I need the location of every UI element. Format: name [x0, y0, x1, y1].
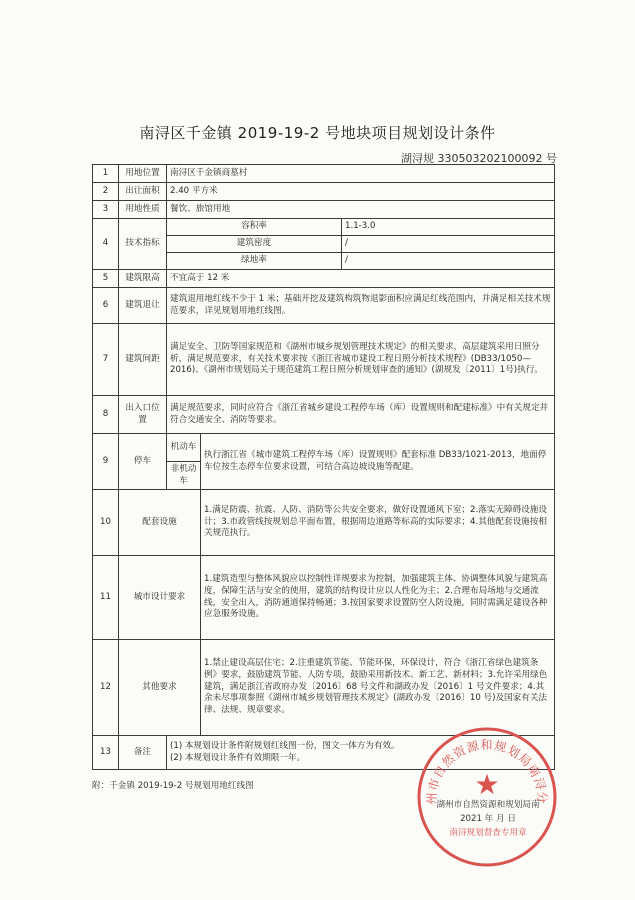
planning-conditions-table [92, 164, 555, 770]
seal-stamp-graphic [412, 722, 562, 872]
row-number: 13 [93, 736, 119, 770]
table-row [93, 201, 555, 219]
document-number: 湖浔规 330503202100092 号 [401, 152, 557, 165]
row-number: 6 [93, 288, 119, 324]
indicator-value: / [342, 236, 555, 253]
row-label: 出入口位置 [119, 396, 167, 434]
official-seal [412, 722, 562, 872]
row-content: 1.满足防震、抗震、人防、消防等公共安全要求，做好设置通风下室；2.落实无障碍设施设计；3.市政管线按规划总平面布置，根据周边道路等标高的实际要求；4.其他配套设施按相关规范执行。 [201, 490, 555, 556]
row-content: 1.禁止建设高层住宅；2.注重建筑节能、节能环保，环保设计，符合《浙江省绿色建筑条例》要求，鼓励建筑节能、人防专项，鼓励采用新技术、新工艺、新材料；3.允许采用绿色建筑，满足浙江省政府办发〔2016〕68 号文件和湖政办发〔2016〕1 号文件要求；4.其余未尽事项参照《湖州市城乡规划管理技术规定》(湖政办发〔2016〕10 号)及国家有关法律、法规、规章要求。 [201, 640, 555, 736]
row-label: 用地位置 [119, 165, 167, 183]
row-content: 建筑退用地红线不少于 1 米；基础开挖及建筑构筑物退影面积应满足红线范围内，并满足相关技术规范要求，详见规划用地红线图。 [167, 288, 555, 324]
seal-name-line: 南浔规划督查专用章 [449, 828, 527, 838]
star-icon: ★ [474, 768, 500, 801]
seal-arc-text: 州市自然资源和规划局南浔分 [424, 738, 550, 805]
row-number: 5 [93, 270, 119, 288]
indicator-name: 绿地率 [167, 253, 342, 270]
table-row [93, 183, 555, 201]
document-title: 南浔区千金镇 2019-19-2 号地块项目规划设计条件 [139, 124, 496, 142]
indicator-name: 容积率 [167, 219, 342, 236]
table-row [93, 434, 555, 462]
parking-type-motor: 机动车 [167, 434, 201, 462]
table-row [93, 270, 555, 288]
row-content: 2.40 平方米 [167, 183, 555, 201]
row-label: 其他要求 [119, 640, 201, 736]
row-number: 3 [93, 201, 119, 219]
row-label: 技术指标 [119, 219, 167, 270]
row-content: 满足安全、卫防等国家规范和《湖州市城乡规划管理技术规定》的相关要求，高层建筑采用日照分析，满足规范要求，有关技术要求按《浙江省城市建设工程日照分析技术规程》(DB33/1050—2016)、《湖州市规划局关于规范建筑工程日照分析规划审查的通知》(湖规发〔2011〕1号)执行。 [167, 324, 555, 396]
table-row [93, 396, 555, 434]
row-number: 2 [93, 183, 119, 201]
remark-line: (1) 本规划设计条件附规划红线图一份，图文一体方为有效。 [170, 740, 400, 751]
row-label: 建筑退让 [119, 288, 167, 324]
row-label: 出让面积 [119, 183, 167, 201]
table-row [93, 219, 555, 236]
table-row [93, 324, 555, 396]
attachment-note: 附：千金镇 2019-19-2 号规划用地红线图 [92, 781, 254, 791]
row-number: 7 [93, 324, 119, 396]
row-number: 11 [93, 556, 119, 640]
row-number: 1 [93, 165, 119, 183]
row-content: 满足规范要求，同时应符合《浙江省城乡建设工程停车场（库）设置规则和配建标准》中有关规定并符合交通安全、消防等要求。 [167, 396, 555, 434]
row-content: 执行浙江省《城市建筑工程停车场（库）设置规则》配套标准 DB33/1021-2013，地面停车位按生态停车位要求设置，可结合高边坡设施等配建。 [201, 434, 555, 490]
row-number: 9 [93, 434, 119, 490]
indicator-value: / [342, 253, 555, 270]
row-content: 不宜高于 12 米 [167, 270, 555, 288]
row-label: 用地性质 [119, 201, 167, 219]
row-number: 12 [93, 640, 119, 736]
row-content: 餐饮、旅馆用地 [167, 201, 555, 219]
row-label: 停车 [119, 434, 167, 490]
table-row [93, 556, 555, 640]
table-row [93, 165, 555, 183]
seal-date-line: 2021 年 月 日 [460, 814, 516, 824]
row-number: 4 [93, 219, 119, 270]
table-row [93, 490, 555, 556]
parking-type-nonmotor: 非机动车 [167, 462, 201, 490]
indicator-name: 建筑密度 [167, 236, 342, 253]
row-label: 备注 [119, 736, 167, 770]
row-number: 8 [93, 396, 119, 434]
table-row [93, 288, 555, 324]
row-content: 南浔区千金镇商墓村 [167, 165, 555, 183]
row-content: 1.建筑造型与整体风貌应以控制性详规要求为控制，加强建筑主体、协调整体风貌与建筑高度，保障生活与安全的使用，建筑的结构设计应以人性化为主；2.合理布局场地与交通流线，安全出入，消防通道保持畅通；3.按国家要求设置防空人防设施，同时需满足建设各种应急服务设施。 [201, 556, 555, 640]
seal-org-line: 湖州市自然资源和规划局南 [436, 800, 540, 810]
row-label: 城市设计要求 [119, 556, 201, 640]
row-label: 建筑限高 [119, 270, 167, 288]
row-label: 配套设施 [119, 490, 201, 556]
row-number: 10 [93, 490, 119, 556]
remark-line: (2) 本规划设计条件有效期限一年。 [170, 752, 306, 763]
indicator-value: 1.1-3.0 [342, 219, 555, 236]
row-label: 建筑间距 [119, 324, 167, 396]
